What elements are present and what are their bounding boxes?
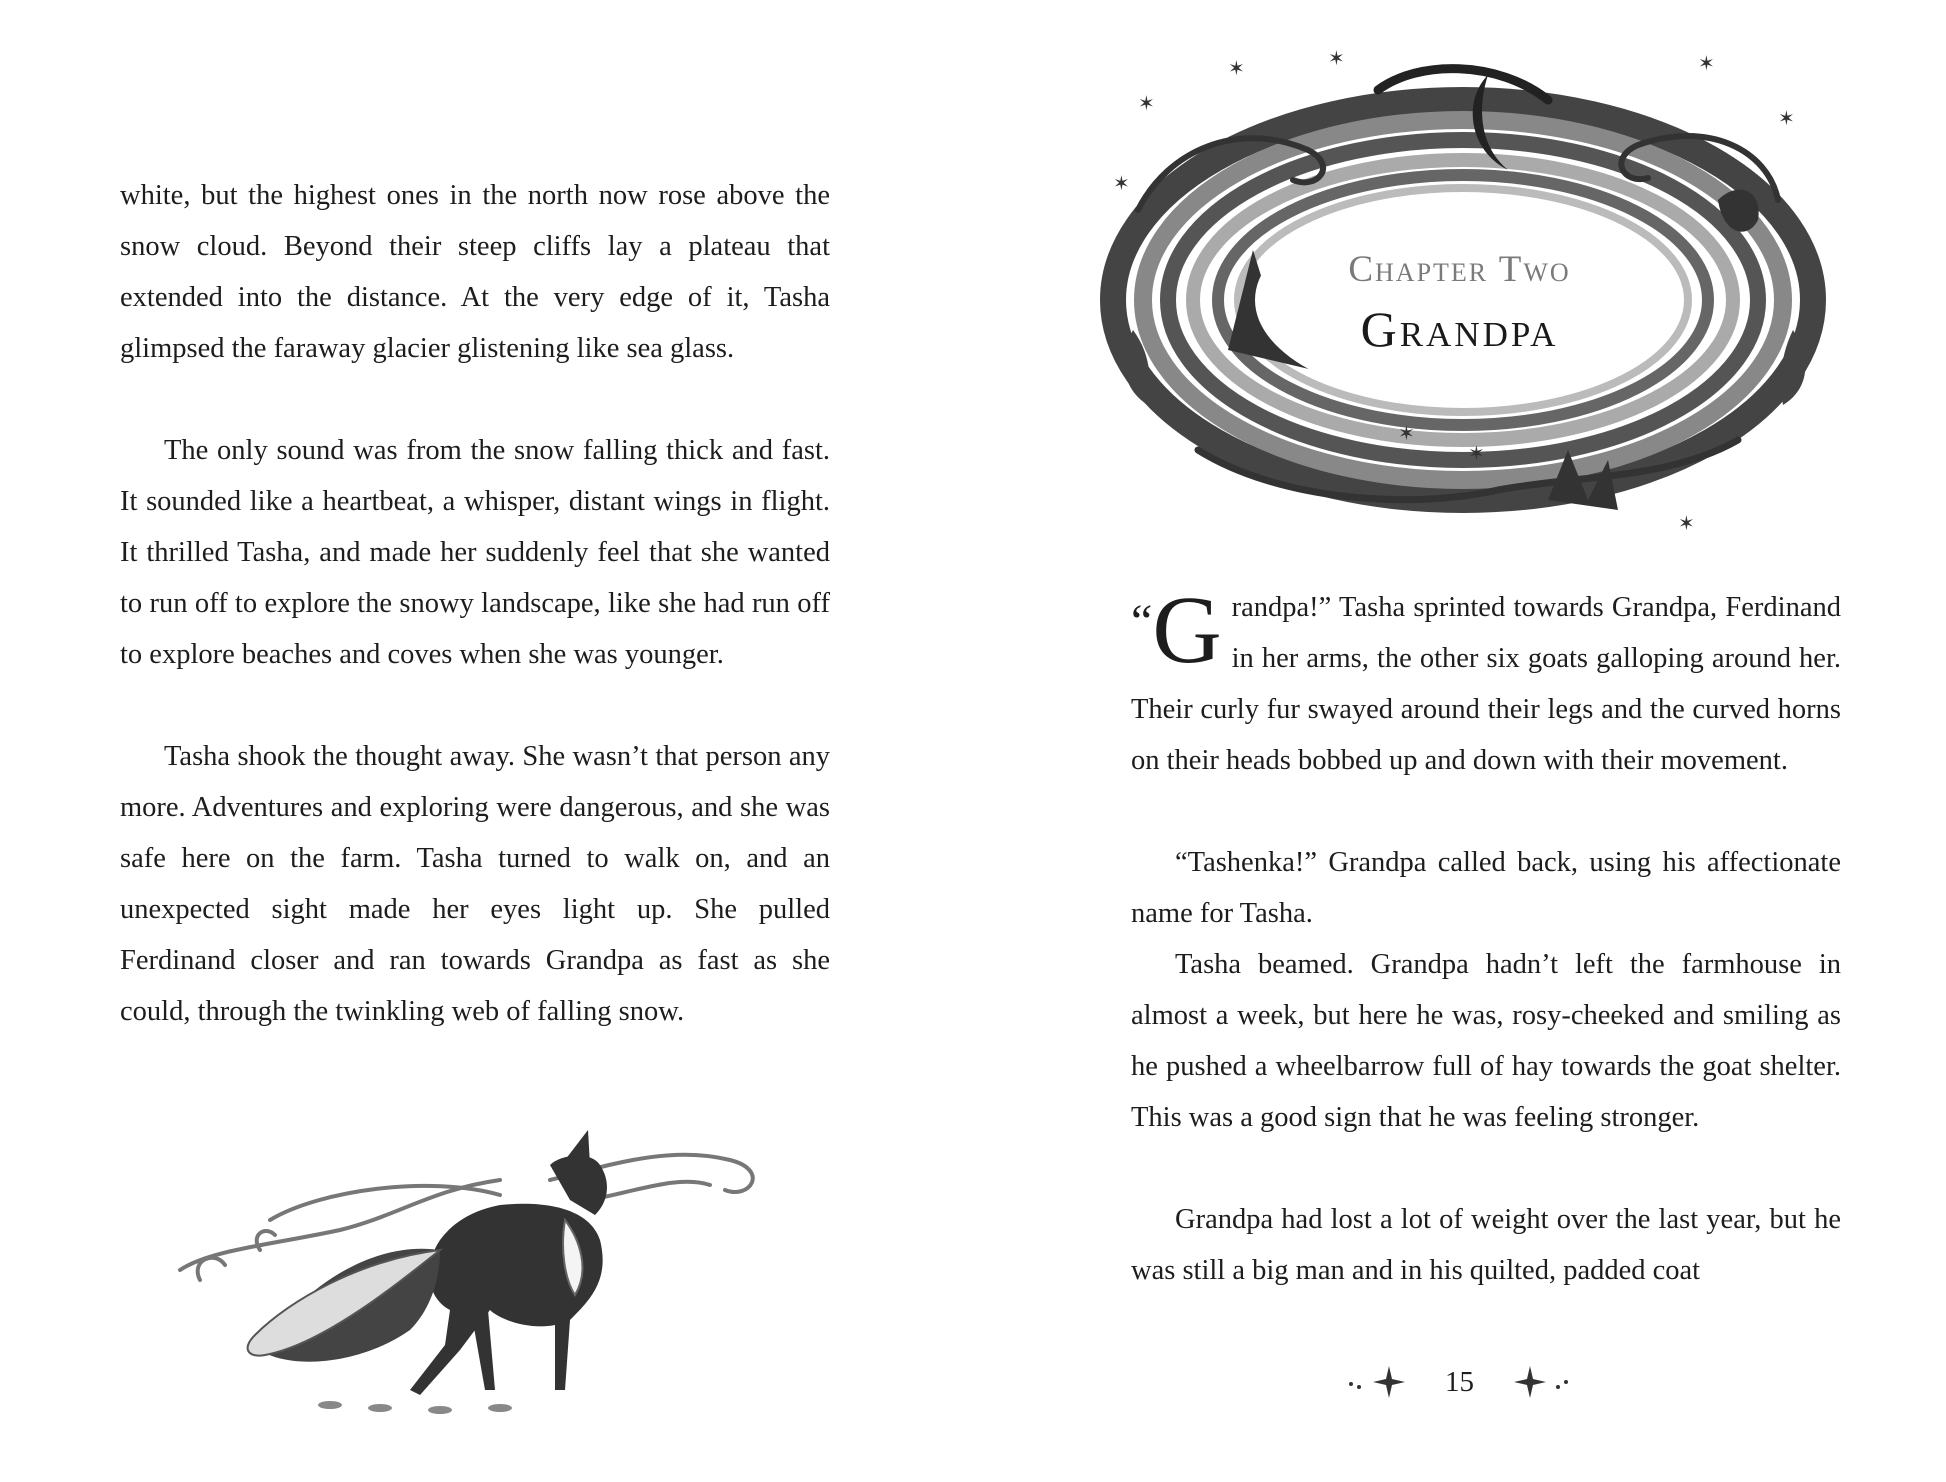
- chapter-label: Chapter Two: [1348, 249, 1571, 290]
- right-page: [973, 0, 1946, 1482]
- svg-text:✶: ✶: [1698, 51, 1715, 75]
- page-number: 15: [1445, 1365, 1474, 1398]
- svg-text:✶: ✶: [1328, 46, 1345, 70]
- right-paragraph-1: [1131, 576, 1841, 786]
- right-paragraph-2: “Tashenka!” Grandpa called back, using his affectionate name for Tasha.: [1131, 847, 1841, 929]
- star-ornament-right-icon: [1504, 1362, 1574, 1402]
- right-paragraph-3: Tasha beamed. Grandpa hadn’t left the farmhouse in almost a week, but here he was, rosy-cheeked and smiling as he pushed a wheelbarrow full of hay towards the goat shelter. This was a good sign that he was feeling stronger.: [1131, 949, 1841, 1133]
- left-paragraph-1: white, but the highest ones in the north now rose above the snow cloud. Beyond their steep cliffs lay a plateau that extended into the distance. At the very edge of it, Tasha glimpsed the faraway glacier glistening like sea glass.: [120, 180, 830, 364]
- svg-text:✶: ✶: [1228, 56, 1245, 80]
- svg-text:✶: ✶: [1113, 171, 1130, 195]
- svg-text:✶: ✶: [1398, 421, 1415, 445]
- right-paragraph-4: Grandpa had lost a lot of weight over the last year, but he was still a big man and in his quilted, padded coat: [1131, 1204, 1841, 1286]
- page-footer: [973, 1362, 1946, 1402]
- drop-cap: “G: [1131, 576, 1222, 683]
- fox-illustration: [170, 1120, 810, 1420]
- svg-text:✶: ✶: [1138, 91, 1155, 115]
- left-paragraph-3: Tasha shook the thought away. She wasn’t that person any more. Adventures and exploring were dangerous, and she was safe here on the farm. Tasha turned to walk on, and an unexpected sight made her eyes light up. She pulled Ferdinand closer and ran towards Grandpa as fast as she could, through the twinkling web of falling snow.: [120, 741, 830, 1027]
- chapter-title: Grandpa: [1360, 301, 1559, 357]
- right-paragraph-1-text: randpa!” Tasha sprinted towards Grandpa, Ferdinand in her arms, the other six goats galloping around her. Their curly fur swayed around their legs and the curved horns on their heads bobbed up and down with their movement.: [1131, 592, 1841, 776]
- svg-text:✶: ✶: [1678, 511, 1695, 535]
- left-paragraph-2: The only sound was from the snow falling thick and fast. It sounded like a heartbeat, a whisper, distant wings in flight. It thrilled Tasha, and made her suddenly feel that she wanted to run off to explore the snowy landscape, like she had run off to explore beaches and coves when she was younger.: [120, 435, 830, 670]
- star-ornament-left-icon: [1345, 1362, 1415, 1402]
- svg-text:✶: ✶: [1778, 106, 1795, 130]
- svg-text:✶: ✶: [1468, 441, 1485, 465]
